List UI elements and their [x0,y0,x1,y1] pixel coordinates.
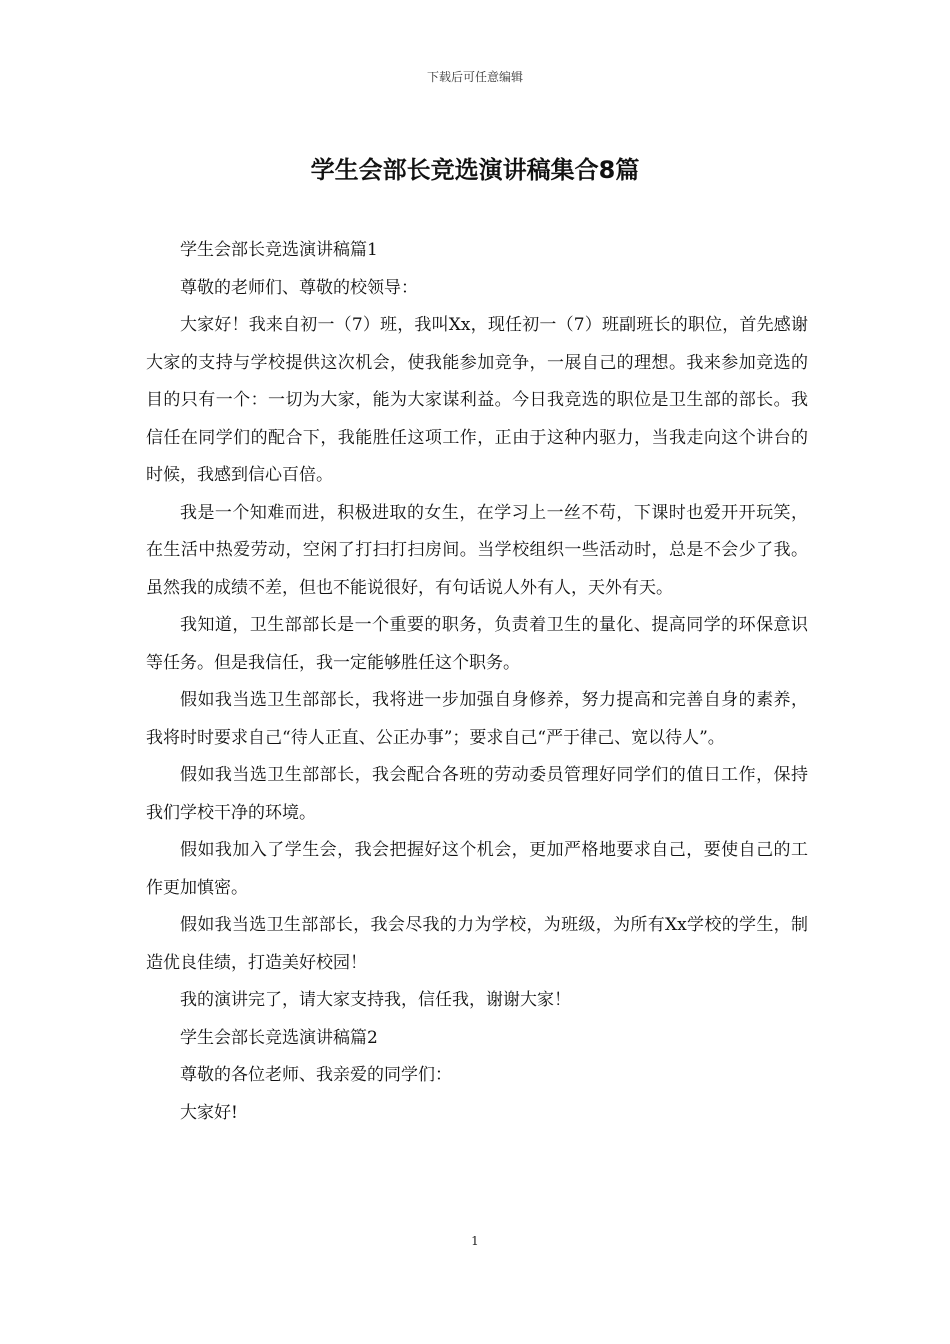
document-body [146,232,808,1132]
document-title: 学生会部长竞选演讲稿集合8篇 [310,156,640,184]
header-note: 下载后可任意编辑 [426,70,523,84]
paragraph: 假如我当选卫生部部长，我会配合各班的劳动委员管理好同学们的值日工作，保持我们学校干净的环境。 [146,765,808,823]
salutation-2: 尊敬的各位老师、我亲爱的同学们： [180,1065,452,1085]
paragraph: 假如我加入了学生会，我会把握好这个机会，更加严格地要求自己，要使自己的工作更加慎密。 [146,840,808,898]
paragraph: 假如我当选卫生部部长，我将进一步加强自身修养，努力提高和完善自身的素养，我将时时要求自己“待人正直、公正办事”；要求自己“严于律己、宽以待人”。 [146,690,808,748]
closing-line: 我的演讲完了，请大家支持我，信任我，谢谢大家！ [180,990,571,1010]
paragraph: 假如我当选卫生部部长，我会尽我的力为学校，为班级，为所有Xx学校的学生，制造优良佳绩，打造美好校园！ [146,915,808,973]
salutation-1: 尊敬的老师们、尊敬的校领导： [180,277,418,298]
greeting: 大家好! [180,1102,238,1123]
section-heading-1: 学生会部长竞选演讲稿篇1 [180,240,378,260]
section-heading-2: 学生会部长竞选演讲稿篇2 [180,1027,378,1048]
paragraph: 我是一个知难而进，积极进取的女生，在学习上一丝不苟，下课时也爱开开玩笑，在生活中热爱劳动，空闲了打扫打扫房间。当学校组织一些活动时，总是不会少了我。虽然我的成绩不差，但也不能说很好，有句话说人外有人，天外有天。 [146,502,808,598]
page-number: 1 [471,1234,479,1248]
paragraph: 大家好！我来自初一（7）班，我叫Xx，现任初一（7）班副班长的职位，首先感谢大家的支持与学校提供这次机会，使我能参加竞争，一展自己的理想。我来参加竞选的目的只有一个：一切为大家，能为大家谋利益。今日我竞选的职位是卫生部的部长。我信任在同学们的配合下，我能胜任这项工作，正由于这种内驱力，当我走向这个讲台的时候，我感到信心百倍。 [146,315,808,485]
paragraph: 我知道，卫生部部长是一个重要的职务，负责着卫生的量化、提高同学的环保意识等任务。但是我信任，我一定能够胜任这个职务。 [146,615,808,673]
